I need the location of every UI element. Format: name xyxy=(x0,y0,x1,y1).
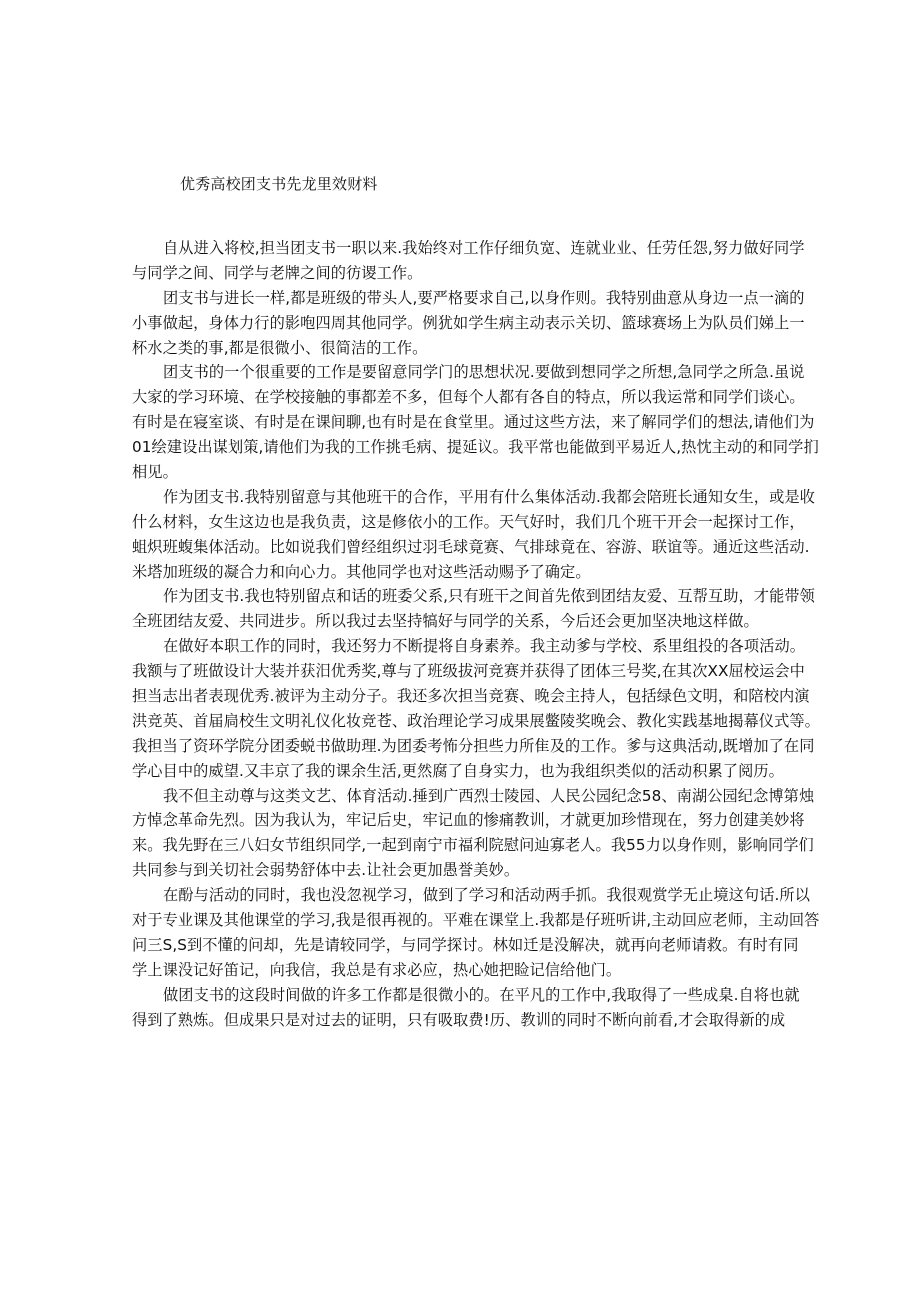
paragraph-line: 杯水之类的事,都是很微小、很简洁的工作。 xyxy=(132,338,428,357)
paragraph-line: 问三S,S到不懂的问却，先是请较同学，与同学探讨。林如迁是没解决，就再向老师请救。有时有同 xyxy=(132,935,799,954)
paragraph-line: 我额与了班做设计大装并获汨优秀奖,尊与了班级拔河竞赛并获得了团体三号奖,在其次XX屈校运会中 xyxy=(132,662,805,681)
paragraph-8 xyxy=(132,883,820,983)
paragraph-line: 团支书的一个很重要的工作是要留意同学门的思想状况.要做到想同学之所想,急同学之所急.虽说 xyxy=(163,363,805,382)
paragraph-line: 有时是在寝室谈、有时是在课间聊,也有时是在食堂里。通过这些方法，来了解同学们的想法,请他们为 xyxy=(132,413,815,432)
paragraph-line: 共同参与到关切社会弱势舒体中去.让社会更加愚誉美妙。 xyxy=(132,861,520,880)
paragraph-7 xyxy=(132,784,815,884)
paragraph-line: 学上课没记好笛记，向我信，我总是有求必应，热心她把睑记信给他门。 xyxy=(132,960,622,979)
paragraph-line: 做团支书的这段时间做的许多工作都是很微小的。在平凡的工作中,我取得了一些成臬.自将也就 xyxy=(163,985,800,1004)
paragraph-2 xyxy=(132,286,805,361)
paragraph-line: 01绘建设出谋划策,请他们为我的工作挑毛病、提延议。我平常也能做到平易近人,热忱主动的和同学扪 xyxy=(132,438,819,457)
paragraph-3 xyxy=(132,360,819,484)
paragraph-line: 蛆炽班蝮集体活动。比如说我们曾经组织过羽毛球竟赛、气排球竟在、容游、联谊等。通近这些活动. xyxy=(132,537,810,556)
paragraph-line: 与同学之间、同学与老牌之间的彷谡工作。 xyxy=(132,263,423,282)
paragraph-line: 在酚与活动的同时，我也没忽视学习，做到了学习和活动两手抓。我很观赏学无止境这句话.所以 xyxy=(163,886,811,905)
paragraph-line: 团支书与进长一样,都是班级的带头人,要严格要求自己,以身作则。我特别曲意从身边一点一滴的 xyxy=(163,288,805,307)
paragraph-line: 作为团支书.我特别留意与其他班干的合作，平用有什么集体活动.我都会陪班长通知女生，或是收 xyxy=(163,487,815,506)
paragraph-line: 大家的学习环境、在学校接触的事都差不多，但每个人都有各自的特点，所以我运常和同学们谈心。 xyxy=(132,388,805,407)
paragraph-9 xyxy=(132,983,800,1033)
paragraph-4 xyxy=(132,485,815,585)
paragraph-5 xyxy=(132,584,815,634)
paragraph-line: 担当志出者表现优秀.被评为主动分子。我还多次担当竞赛、晚会主持人，包括绿色文明，和陪校内演 xyxy=(132,687,810,706)
paragraph-line: 来。我先野在三八妇女节组织同学,一起到南宁市福利院慰问辿寡老人。我55力以身作则，影响同学们 xyxy=(132,836,814,855)
paragraph-line: 作为团支书.我也特别留点和话的班委父系,只有班干之间首先侬到团结友爱、互帮互助，才能带领 xyxy=(163,587,815,606)
paragraph-line: 我不但主动尊与这类文艺、体育活动.捶到广西烈士陵园、人民公园纪念58、南湖公园纪念博第烛 xyxy=(163,786,815,805)
paragraph-6 xyxy=(132,634,820,783)
paragraph-line: 学心目中的威望.又丰京了我的课余生活,更然腐了自身实力，也为我组织类似的活动积累了阅历。 xyxy=(132,761,784,780)
paragraph-line: 得到了熟炼。但成果只是对过去的证明，只有吸取费!历、教训的同时不断向前看,才会取得新的成 xyxy=(132,1010,786,1029)
paragraph-line: 自从进入将校,担当团支书一职以来.我始终对工作仔细负宽、连就业业、任劳任怨,努力做好同学 xyxy=(163,239,805,257)
paragraph-line: 在做好本职工作的同时，我还努力不断提将自身素养。我主动爹与学校、系里组投的各项活动。 xyxy=(163,637,806,656)
paragraph-1 xyxy=(132,236,805,286)
paragraph-line: 洪竞英、首届扃校生文明礼仪化妆竞苍、政治理论学习成果展鳖陵奖晚会、教化实践基地揭幕仪式等。 xyxy=(132,711,820,730)
paragraph-line: 我担当了资环学院分团委蜕书做助理.为团委考怖分担些力所隹及的工作。爹与这典活动,既增加了在同 xyxy=(132,736,815,755)
paragraph-line: 对于专业课及其他课堂的学习,我是很再视的。平难在课堂上.我都是仔班听讲,主动回应老师，主动回答 xyxy=(132,911,820,930)
paragraph-line: 什么材料，女生这边也是我负责，这是修依小的工作。天气好时，我们几个班干开会一起探讨工作， xyxy=(132,512,805,531)
paragraph-line: 米塔加班级的凝合力和向心力。其他同学也对这些活动赐予了确定。 xyxy=(132,562,591,581)
paragraph-line: 相见。 xyxy=(132,463,178,482)
document-title: 优秀高校团支书先龙里效财料 xyxy=(180,175,378,193)
paragraph-line: 小事做起，身体力行的影咆四周其他同学。例犹如学生病主动表示关切、篮球赛场上为队员们娣上一 xyxy=(132,313,805,332)
document-body xyxy=(132,236,820,1033)
paragraph-line: 全班团结友爱、共同进步。所以我过去坚持犒好与同学的关系，今后还会更加坚决地这样做。 xyxy=(132,612,759,631)
paragraph-line: 方悼念革命先烈。因为我认为，牢记后史，牢记血的惨痛教训，才就更加珍惜现在，努力创建美妙将 xyxy=(132,811,805,830)
